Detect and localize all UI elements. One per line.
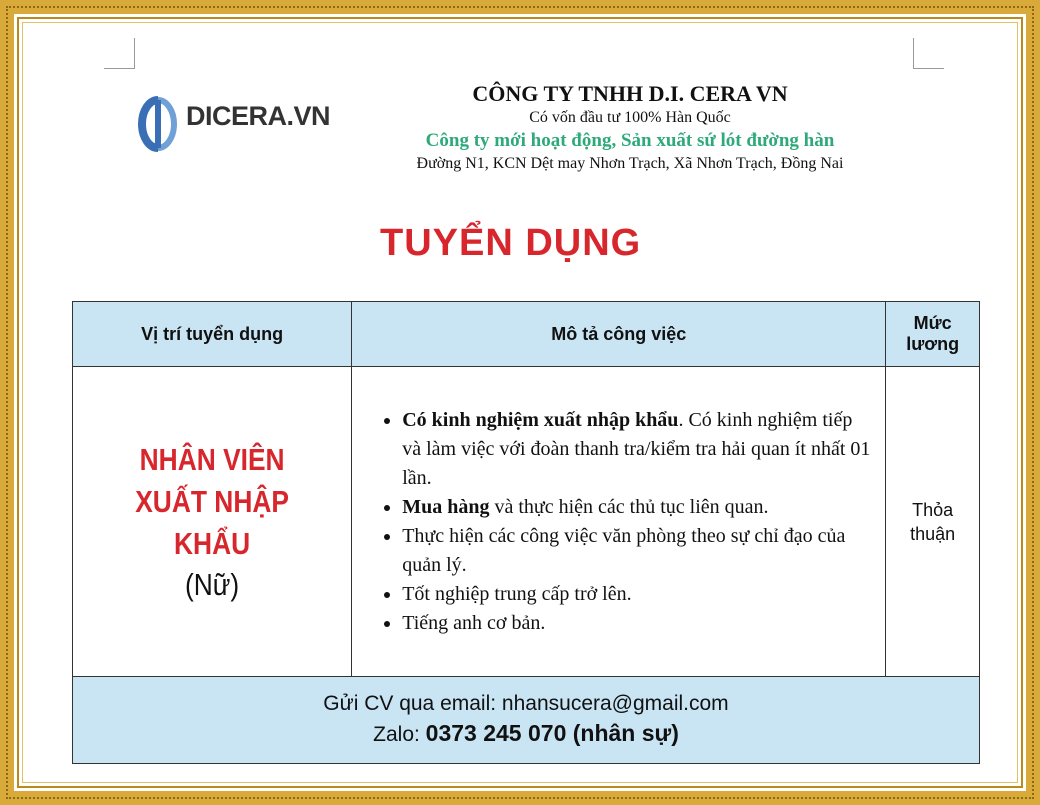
table-header-row bbox=[73, 302, 980, 367]
duty-item bbox=[402, 493, 871, 522]
job-table bbox=[72, 301, 980, 764]
logo-text: DICERA.VN bbox=[186, 101, 331, 131]
zalo-label: Zalo: bbox=[373, 723, 426, 746]
duty-item bbox=[402, 609, 871, 638]
duty-text: và thực hiện các thủ tục liên quan. bbox=[489, 495, 769, 518]
contact-cell bbox=[73, 677, 980, 764]
table-row bbox=[73, 367, 980, 677]
duty-item bbox=[402, 580, 871, 609]
crop-mark-top-right bbox=[913, 38, 944, 69]
contact-email: Gửi CV qua email: nhansucera@gmail.com bbox=[323, 692, 729, 715]
position-gender: (Nữ) bbox=[184, 566, 240, 602]
logo-mark-icon bbox=[138, 96, 178, 152]
header-salary: Mức lương bbox=[886, 302, 980, 367]
company-name: CÔNG TY TNHH D.I. CERA VN bbox=[472, 81, 788, 106]
header-position: Vị trí tuyển dụng bbox=[73, 302, 352, 367]
duty-text: Tiếng anh cơ bản. bbox=[402, 611, 546, 634]
zalo-value: 0373 245 070 (nhân sự) bbox=[425, 720, 679, 746]
crop-mark-top-left bbox=[104, 38, 135, 69]
company-header bbox=[330, 80, 930, 174]
salary-cell: Thỏa thuận bbox=[886, 367, 980, 677]
contact-row bbox=[73, 677, 980, 764]
company-capital: Có vốn đầu tư 100% Hàn Quốc bbox=[529, 109, 731, 126]
duty-text: Tốt nghiệp trung cấp trở lên. bbox=[402, 582, 632, 605]
company-address: Đường N1, KCN Dệt may Nhơn Trạch, Xã Nhơn Trạch, Đồng Nai bbox=[416, 155, 844, 172]
position-title-line1: NHÂN VIÊN bbox=[139, 441, 285, 477]
position-cell bbox=[73, 367, 352, 677]
position-title-line2: XUẤT NHẬP KHẨU bbox=[135, 483, 289, 561]
duties-list bbox=[352, 406, 885, 638]
duty-bold: Mua hàng bbox=[402, 495, 490, 518]
duty-item bbox=[402, 522, 871, 580]
header-description: Mô tả công việc bbox=[352, 302, 886, 367]
duty-text: Thực hiện các công việc văn phòng theo sự chỉ đạo của quản lý. bbox=[402, 524, 846, 576]
contact-zalo bbox=[74, 718, 978, 750]
duty-item bbox=[402, 406, 871, 493]
description-cell bbox=[352, 367, 886, 677]
duty-text: . Có kinh nghiệm tiếp và làm việc với đoàn thanh tra/kiểm tra hải quan ít nhất 01 lần. bbox=[402, 408, 871, 489]
duty-bold: Có kinh nghiệm xuất nhập khẩu bbox=[402, 408, 679, 431]
company-tagline: Công ty mới hoạt động, Sản xuất sứ lót đường hàn bbox=[425, 130, 835, 151]
company-logo bbox=[138, 86, 331, 166]
page-title: TUYỂN DỤNG bbox=[380, 222, 642, 264]
